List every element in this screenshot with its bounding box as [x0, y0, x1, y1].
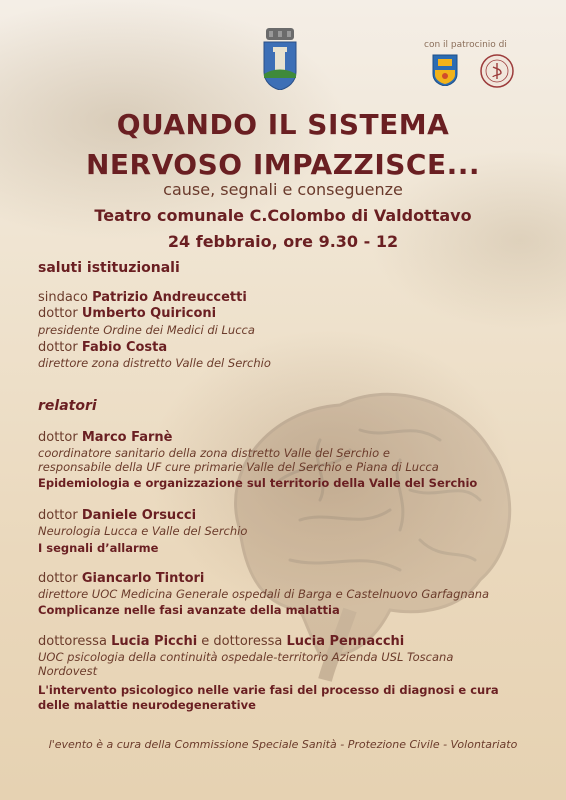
- speaker-4-topic-line2: delle malattie neurodegenerative: [38, 698, 256, 712]
- event-date: 24 febbraio, ore 9.30 - 12: [167, 232, 399, 251]
- event-title-line1: QUANDO IL SISTEMA: [116, 108, 450, 141]
- speakers-heading: relatori: [38, 398, 97, 414]
- medical-order-seal-icon: [480, 54, 514, 88]
- speaker-1-role-line1: coordinatore sanitario della zona distretto Valle del Serchio e: [38, 446, 390, 460]
- greeting-person-3: dottor Fabio Costa: [38, 340, 168, 355]
- greetings-heading: saluti istituzionali: [38, 260, 180, 276]
- event-venue: Teatro comunale C.Colombo di Valdottavo: [94, 206, 472, 225]
- speaker-3-topic: Complicanze nelle fasi avanzate della malattia: [38, 603, 340, 617]
- greeting-role-3: direttore zona distretto Valle del Serchio: [38, 356, 271, 370]
- speaker-1-topic: Epidemiologia e organizzazione sul territorio della Valle del Serchio: [38, 476, 478, 490]
- event-subtitle: cause, segnali e conseguenze: [163, 180, 403, 199]
- speaker-1: dottor Marco Farnè: [38, 430, 173, 445]
- greeting-person-2: dottor Umberto Quiriconi: [38, 306, 217, 321]
- sponsor-logo-icon: [432, 54, 458, 86]
- speaker-1-role-line2: responsabile della UF cure primarie Valle del Serchio e Piana di Lucca: [38, 460, 439, 474]
- municipal-crest-icon: [260, 28, 300, 90]
- speaker-3-role: direttore UOC Medicina Generale ospedali di Barga e Castelnuovo Garfagnana: [38, 587, 490, 601]
- greeting-role-2: presidente Ordine dei Medici di Lucca: [38, 323, 255, 337]
- speaker-4-topic-line1: L'intervento psicologico nelle varie fasi del processo di diagnosi e cura: [38, 683, 499, 697]
- speaker-3: dottor Giancarlo Tintori: [38, 571, 205, 586]
- speaker-2: dottor Daniele Orsucci: [38, 508, 197, 523]
- speaker-4-role-line2: Nordovest: [38, 664, 98, 678]
- patronage-label: con il patrocinio di: [424, 40, 507, 50]
- organizer-footer: l'evento è a cura della Commissione Speciale Sanità - Protezione Civile - Volontariato: [48, 738, 518, 751]
- speaker-4: dottoressa Lucia Picchi e dottoressa Lucia Pennacchi: [38, 634, 405, 649]
- speaker-2-topic: I segnali d’allarme: [38, 541, 159, 555]
- event-title-line2: NERVOSO IMPAZZISCE...: [86, 148, 480, 181]
- speaker-4-role-line1: UOC psicologia della continuità ospedale-territorio Azienda USL Toscana: [38, 650, 454, 664]
- greeting-person-1: sindaco Patrizio Andreuccetti: [38, 290, 247, 305]
- speaker-2-role: Neurologia Lucca e Valle del Serchio: [38, 524, 248, 538]
